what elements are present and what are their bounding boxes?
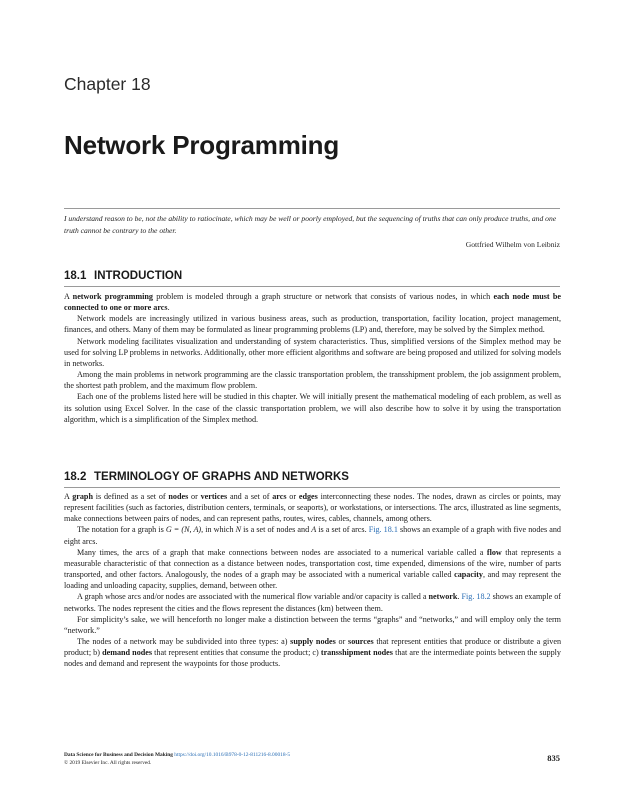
paragraph: For simplicity’s sake, we will henceforth no longer make a distinction between the terms “graphs” and “networks,” and will employ only the term “network.”: [64, 614, 561, 635]
epigraph-quote: I understand reason to be, not the ability to ratiocinate, which may be well or poorly employed, but the sequencing of truths that can only produce truths, and one truth cannot be contrary to the other.: [64, 214, 557, 235]
section-number: 18.2: [64, 471, 87, 483]
figure-link[interactable]: Fig. 18.1: [368, 525, 398, 535]
section-number: 18.1: [64, 270, 87, 282]
page-footer: [64, 751, 290, 767]
paragraph: A graph is defined as a set of nodes or vertices and a set of arcs or edges interconnecting these nodes. The nodes, drawn as circles or points, may represent facilities (such as factories, distribution centers, terminals, or seaports), or workstations, or intersections. The arcs, illustrated as line segments, make connections between pairs of nodes, and can represent paths, routes, wires, cables, channels, among others.: [64, 492, 561, 524]
footer-citation: [64, 751, 290, 759]
chapter-label: Chapter 18: [64, 74, 151, 94]
epigraph-author: Gottfried Wilhelm von Leibniz: [465, 240, 560, 249]
paragraph: Network models are increasingly utilized in various business areas, such as production, transportation, facility location, project management, finances, and others. Many of them may be formulated as linear programming problems (LP) and, therefore, may be solved by the Simplex method.: [64, 314, 561, 335]
paragraph: Each one of the problems listed here will be studied in this chapter. We will initially present the mathematical modeling of each problem, as well as its solution using Excel Solver. In the case of the classic transportation problem, we will also describe how to solve it by using the transportation algorithm, which is a simplification of the Simplex method.: [64, 392, 561, 424]
copyright: © 2019 Elsevier Inc. All rights reserved.: [64, 760, 152, 766]
chapter-title: Network Programming: [64, 130, 340, 160]
section-heading-terminology: [64, 471, 349, 483]
section-rule: [64, 487, 560, 488]
section-title: INTRODUCTION: [94, 270, 183, 282]
paragraph: Among the main problems in network programming are the classic transportation problem, the transshipment problem, the job assignment problem, the shortest path problem, and the maximum flow problem.: [64, 370, 561, 391]
paragraph: A network programming problem is modeled through a graph structure or network that consists of various nodes, in which each node must be connected to one or more arcs.: [64, 292, 561, 313]
introduction-body: [64, 291, 561, 425]
paragraph: Network modeling facilitates visualization and understanding of system characteristics. Thus, simplified versions of the Simplex method may be used for solving LP problems in networks. Additionally, other more efficient algorithms and software are being proposed and utilized for solving models in networks.: [64, 336, 561, 368]
doi-link[interactable]: https://doi.org/10.1016/B978-0-12-811216-8.00018-5: [174, 752, 291, 758]
paragraph: The notation for a graph is G = (N, A), in which N is a set of nodes and A is a set of arcs. Fig. 18.1 shows an example of a graph with five nodes and eight arcs.: [64, 525, 561, 546]
terminology-body: [64, 491, 561, 670]
paragraph: Many times, the arcs of a graph that make connections between nodes are associated to a numerical variable called a flow that represents a measurable characteristic of that connection as a distance between nodes, transportation cost, time expended, dimensions of the wire, number of parts transported, and other factors. Analogously, the nodes of a graph may be associated with a numerical variable called capacity, and may represent the loading and unloading capacity, supplies, demand, between other.: [64, 547, 562, 591]
epigraph-top-rule: [64, 208, 560, 209]
book-title: Data Science for Business and Decision Making: [64, 752, 173, 758]
section-title: TERMINOLOGY OF GRAPHS AND NETWORKS: [94, 471, 349, 483]
figure-link[interactable]: Fig. 18.2: [461, 592, 491, 602]
page-number: 835: [547, 753, 560, 763]
paragraph: A graph whose arcs and/or nodes are associated with the numerical flow variable and/or capacity is called a network. Fig. 18.2 shows an example of networks. The nodes represent the cities and the flows represent the distances (km) between them.: [64, 592, 562, 613]
paragraph: The nodes of a network may be subdivided into three types: a) supply nodes or sources that represent entities that produce or distribute a given product; b) demand nodes that represent entities that consume the product; c) transshipment nodes that are the intermediate points between the supply nodes and demand and represent the waypoints for those products.: [64, 637, 562, 669]
section-heading-introduction: [64, 270, 182, 282]
section-rule: [64, 286, 560, 287]
